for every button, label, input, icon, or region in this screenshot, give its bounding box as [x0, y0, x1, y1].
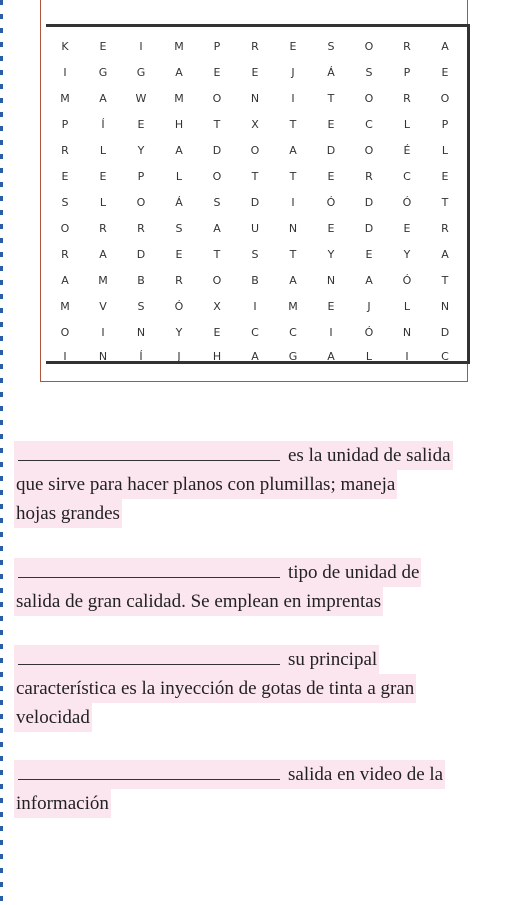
grid-cell: Y [175, 325, 183, 339]
grid-cell: Á [175, 195, 183, 209]
grid-row [46, 85, 464, 111]
grid-cell: R [441, 221, 449, 235]
grid-cell: H [212, 349, 222, 363]
grid-cell: M [60, 299, 70, 313]
grid-cell: E [441, 169, 449, 183]
grid-cell: I [291, 195, 295, 209]
grid-cell: T [289, 117, 297, 131]
grid-cell: C [289, 325, 297, 339]
clue-monitor [14, 760, 514, 818]
word-search-grid [46, 24, 470, 364]
grid-cell: E [213, 325, 221, 339]
grid-cell: S [137, 299, 145, 313]
grid-cell: R [365, 169, 373, 183]
grid-cell: O [60, 325, 70, 339]
grid-cell: A [99, 247, 107, 261]
grid-cell: N [136, 325, 146, 339]
grid-cell: E [99, 169, 107, 183]
grid-cell: B [137, 273, 145, 287]
grid-cell: L [365, 349, 373, 363]
grid-cell: Ó [174, 299, 184, 313]
grid-cell: B [251, 273, 259, 287]
grid-cell: R [403, 91, 411, 105]
grid-cell: C [403, 169, 411, 183]
clue-inkjet-printer [14, 645, 514, 732]
grid-cell: Y [403, 247, 411, 261]
grid-cell: C [441, 349, 449, 363]
grid-cell: S [213, 195, 221, 209]
grid-cell: M [174, 39, 184, 53]
grid-cell: R [61, 143, 69, 157]
grid-cell: X [213, 299, 221, 313]
grid-cell: R [403, 39, 411, 53]
grid-cell: O [60, 221, 70, 235]
grid-cell: T [213, 247, 221, 261]
answer-blank[interactable] [18, 442, 280, 461]
grid-cell: E [441, 65, 449, 79]
grid-cell: S [61, 195, 69, 209]
grid-cell: R [61, 247, 69, 261]
grid-cell: I [139, 39, 143, 53]
grid-cell: T [441, 273, 449, 287]
grid-cell: L [175, 169, 183, 183]
grid-cell: E [213, 65, 221, 79]
grid-cell: E [327, 117, 335, 131]
grid-cell: V [99, 299, 107, 313]
grid-row [46, 267, 464, 293]
grid-cell: E [327, 221, 335, 235]
grid-cell: L [99, 195, 107, 209]
grid-cell: Ó [402, 273, 412, 287]
grid-cell: J [367, 299, 371, 313]
clue-text: que sirve para hacer planos con plumillas; maneja [14, 470, 397, 499]
grid-cell: D [364, 221, 374, 235]
grid-cell: N [98, 349, 108, 363]
grid-cell: N [440, 299, 450, 313]
clue-text: velocidad [14, 703, 92, 732]
grid-cell: G [98, 65, 108, 79]
clue-text: salida en video de la [288, 764, 444, 785]
grid-cell: S [327, 39, 335, 53]
grid-cell: A [175, 143, 183, 157]
grid-row [46, 163, 464, 189]
grid-cell: S [251, 247, 259, 261]
grid-cell: R [137, 221, 145, 235]
grid-cell: M [60, 91, 70, 105]
grid-cell: A [61, 273, 69, 287]
grid-cell: D [326, 143, 336, 157]
answer-blank[interactable] [18, 646, 280, 665]
grid-cell: I [405, 349, 409, 363]
grid-cell: L [403, 117, 411, 131]
grid-cell: I [63, 349, 67, 363]
grid-cell: T [289, 247, 297, 261]
grid-cell: O [136, 195, 146, 209]
grid-cell: G [136, 65, 146, 79]
grid-cell: Ó [402, 195, 412, 209]
grid-cell: N [288, 221, 298, 235]
grid-row [46, 343, 464, 369]
grid-cell: P [213, 39, 221, 53]
grid-cell: K [61, 39, 69, 53]
grid-cell: I [329, 325, 333, 339]
grid-cell: A [213, 221, 221, 235]
answer-blank[interactable] [18, 761, 280, 780]
grid-cell: D [212, 143, 222, 157]
grid-cell: H [174, 117, 184, 131]
clue-laser-printer [14, 558, 514, 616]
grid-cell: W [135, 91, 147, 105]
grid-cell: O [440, 91, 450, 105]
grid-cell: D [136, 247, 146, 261]
grid-row [46, 215, 464, 241]
grid-cell: O [212, 273, 222, 287]
grid-cell: E [289, 39, 297, 53]
grid-row [46, 137, 464, 163]
grid-cell: P [441, 117, 449, 131]
grid-cell: G [288, 349, 298, 363]
grid-cell: A [99, 91, 107, 105]
grid-cell: A [327, 349, 335, 363]
grid-row [46, 59, 464, 85]
grid-cell: I [291, 91, 295, 105]
grid-cell: L [403, 299, 411, 313]
grid-cell: Ó [364, 325, 374, 339]
grid-cell: M [174, 91, 184, 105]
grid-cell: A [251, 349, 259, 363]
grid-cell: Y [137, 143, 145, 157]
grid-cell: L [99, 143, 107, 157]
grid-cell: D [440, 325, 450, 339]
grid-row [46, 189, 464, 215]
clue-text: salida de gran calidad. Se emplean en imprentas [14, 587, 383, 616]
grid-cell: E [327, 299, 335, 313]
grid-cell: E [365, 247, 373, 261]
grid-cell: E [251, 65, 259, 79]
grid-cell: E [61, 169, 69, 183]
grid-cell: R [175, 273, 183, 287]
grid-cell: I [253, 299, 257, 313]
grid-cell: J [177, 349, 181, 363]
grid-cell: T [213, 117, 221, 131]
grid-cell: E [403, 221, 411, 235]
grid-cell: O [364, 143, 374, 157]
clue-plotter [14, 441, 514, 528]
grid-cell: É [403, 143, 411, 157]
grid-cell: S [365, 65, 373, 79]
grid-cell: Í [139, 349, 143, 363]
grid-cell: I [63, 65, 67, 79]
grid-cell: A [365, 273, 373, 287]
clue-text: característica es la inyección de gotas de tinta a gran [14, 674, 416, 703]
grid-cell: X [251, 117, 259, 131]
grid-cell: Á [327, 65, 335, 79]
grid-cell: A [441, 39, 449, 53]
grid-cell: U [250, 221, 260, 235]
grid-cell: C [251, 325, 259, 339]
grid-cell: A [441, 247, 449, 261]
grid-cell: A [289, 273, 297, 287]
grid-cell: P [403, 65, 411, 79]
clue-text: es la unidad de salida [288, 445, 451, 466]
grid-cell: M [98, 273, 108, 287]
grid-cell: C [365, 117, 373, 131]
grid-cell: O [364, 39, 374, 53]
clue-text: hojas grandes [14, 499, 122, 528]
grid-cell: E [99, 39, 107, 53]
grid-cell: T [327, 91, 335, 105]
grid-cell: N [250, 91, 260, 105]
grid-cell: P [137, 169, 145, 183]
left-margin-dotted-line [0, 0, 3, 905]
grid-cell: O [212, 91, 222, 105]
grid-cell: Y [327, 247, 335, 261]
grid-cell: R [99, 221, 107, 235]
grid-row [46, 293, 464, 319]
grid-cell: Í [101, 117, 105, 131]
grid-row [46, 319, 464, 345]
grid-row [46, 241, 464, 267]
grid-cell: P [61, 117, 69, 131]
grid-cell: E [175, 247, 183, 261]
grid-cell: R [251, 39, 259, 53]
grid-cell: M [288, 299, 298, 313]
grid-cell: O [212, 169, 222, 183]
grid-cell: D [250, 195, 260, 209]
clue-text: tipo de unidad de [288, 562, 420, 583]
grid-cell: D [364, 195, 374, 209]
grid-cell: L [441, 143, 449, 157]
grid-cell: E [137, 117, 145, 131]
grid-cell: I [101, 325, 105, 339]
grid-cell: N [402, 325, 412, 339]
grid-cell: E [327, 169, 335, 183]
grid-cell: S [175, 221, 183, 235]
grid-cell: Ó [326, 195, 336, 209]
clue-text: información [14, 789, 111, 818]
grid-cell: T [251, 169, 259, 183]
grid-row [46, 33, 464, 59]
answer-blank[interactable] [18, 559, 280, 578]
grid-cell: A [289, 143, 297, 157]
grid-cell: J [291, 65, 295, 79]
grid-cell: T [441, 195, 449, 209]
grid-cell: A [175, 65, 183, 79]
clue-text: su principal [288, 649, 378, 670]
grid-row [46, 111, 464, 137]
grid-cell: T [289, 169, 297, 183]
grid-cell: N [326, 273, 336, 287]
grid-cell: O [250, 143, 260, 157]
grid-cell: O [364, 91, 374, 105]
